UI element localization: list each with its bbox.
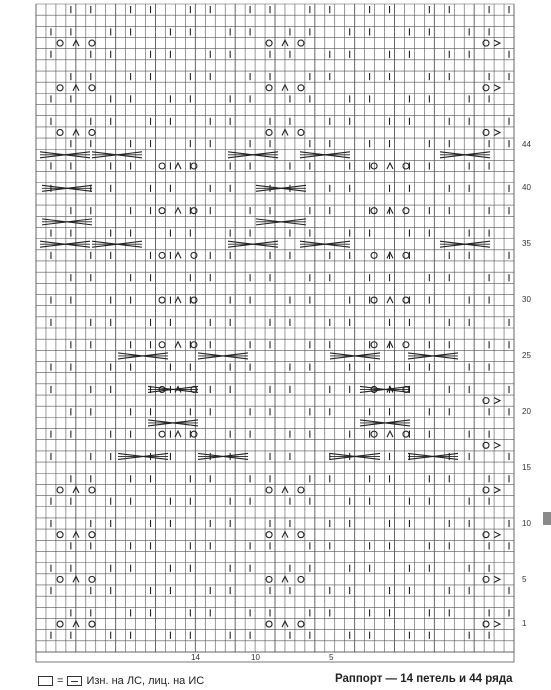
lace-motif-yo-left: [266, 532, 272, 538]
edge-decrease: [494, 40, 500, 46]
lace-motif-yo-left: [159, 208, 165, 214]
lace-motif-yo-left: [266, 621, 272, 627]
lace-motif-decrease: [175, 163, 181, 169]
lace-motif-yo-right: [403, 208, 409, 214]
lace-motif-yo-right: [298, 532, 304, 538]
lace-motif-yo-right: [89, 576, 95, 582]
lace-motif-yo-right: [89, 40, 95, 46]
lace-motif-yo-right: [89, 532, 95, 538]
lace-motif-decrease: [175, 297, 181, 303]
lace-motif-yo-right: [403, 252, 409, 258]
lace-motif-yo-left: [57, 129, 63, 135]
lace-motif-decrease: [387, 163, 393, 169]
lace-motif-yo-right: [89, 85, 95, 91]
lace-motif-yo-right: [298, 576, 304, 582]
lace-motif-yo-left: [57, 487, 63, 493]
legend-blank-cell-icon: [38, 676, 53, 686]
lace-motif-yo-right: [403, 342, 409, 348]
lace-motif-yo-right: [191, 431, 197, 437]
lace-motif-decrease: [175, 431, 181, 437]
lace-motif-yo-right: [403, 431, 409, 437]
lace-motif-yo-left: [159, 252, 165, 258]
lace-motif-yo-right: [298, 621, 304, 627]
lace-motif-yo-left: [371, 297, 377, 303]
lace-motif-decrease: [175, 208, 181, 214]
row-number-label: 40: [522, 183, 531, 192]
lace-motif-yo-right: [191, 252, 197, 258]
lace-motif-yo-left: [159, 342, 165, 348]
lace-motif-yo-left: [371, 431, 377, 437]
lace-motif-decrease: [175, 342, 181, 348]
rapport-note: Раппорт — 14 петель и 44 ряда: [335, 673, 513, 685]
legend: [38, 673, 204, 689]
lace-motif-decrease: [387, 431, 393, 437]
lace-motif-yo-left: [266, 85, 272, 91]
lace-motif-yo-right: [298, 40, 304, 46]
edge-decrease: [494, 621, 500, 627]
row-number-label: 10: [522, 519, 531, 528]
lace-motif-yo-left: [57, 85, 63, 91]
lace-motif-yo-right: [298, 85, 304, 91]
column-number-label: 10: [251, 653, 260, 662]
lace-motif-yo-right: [298, 129, 304, 135]
row-number-label: 15: [522, 463, 531, 472]
lace-motif-yo-right: [191, 163, 197, 169]
lace-motif-yo-right: [298, 487, 304, 493]
lace-motif-yo-left: [57, 40, 63, 46]
bottom-axis-strip: [36, 652, 514, 662]
lace-motif-yo-right: [191, 208, 197, 214]
lace-motif-yo-left: [371, 342, 377, 348]
lace-motif-yo-left: [371, 163, 377, 169]
legend-text: Изн. на ЛС, лиц. на ИС: [86, 675, 205, 687]
lace-motif-yo-right: [191, 297, 197, 303]
lace-motif-yo-left: [266, 129, 272, 135]
row-number-label: 44: [522, 140, 531, 149]
edge-decrease: [494, 398, 500, 404]
edge-decrease: [494, 532, 500, 538]
lace-motif-yo-right: [89, 487, 95, 493]
lace-motif-yo-left: [159, 163, 165, 169]
row-number-label: 35: [522, 239, 531, 248]
edge-decrease: [494, 129, 500, 135]
scroll-handle[interactable]: [543, 512, 551, 525]
lace-motif-yo-left: [57, 621, 63, 627]
column-number-label: 5: [329, 653, 334, 662]
lace-motif-yo-left: [266, 40, 272, 46]
column-number-label: 14: [191, 653, 200, 662]
lace-motif-decrease: [387, 297, 393, 303]
edge-decrease: [494, 442, 500, 448]
lace-motif-yo-left: [159, 431, 165, 437]
row-number-label: 30: [522, 295, 531, 304]
row-number-label: 20: [522, 407, 531, 416]
lace-motif-decrease: [175, 252, 181, 258]
edge-decrease: [494, 85, 500, 91]
lace-motif-yo-right: [191, 342, 197, 348]
lace-motif-yo-left: [371, 208, 377, 214]
lace-motif-yo-left: [57, 576, 63, 582]
lace-motif-yo-right: [89, 621, 95, 627]
lace-motif-yo-left: [266, 487, 272, 493]
row-number-label: 1: [522, 619, 527, 628]
row-number-label: 5: [522, 575, 527, 584]
legend-equals: =: [57, 675, 64, 687]
row-number-label: 25: [522, 351, 531, 360]
legend-dash-cell-icon: [67, 676, 82, 686]
lace-motif-yo-left: [266, 576, 272, 582]
lace-motif-yo-left: [371, 252, 377, 258]
lace-motif-yo-right: [403, 163, 409, 169]
edge-decrease: [494, 576, 500, 582]
lace-motif-yo-left: [159, 297, 165, 303]
lace-motif-yo-left: [57, 532, 63, 538]
lace-motif-yo-right: [89, 129, 95, 135]
edge-decrease: [494, 487, 500, 493]
lace-motif-yo-right: [403, 297, 409, 303]
